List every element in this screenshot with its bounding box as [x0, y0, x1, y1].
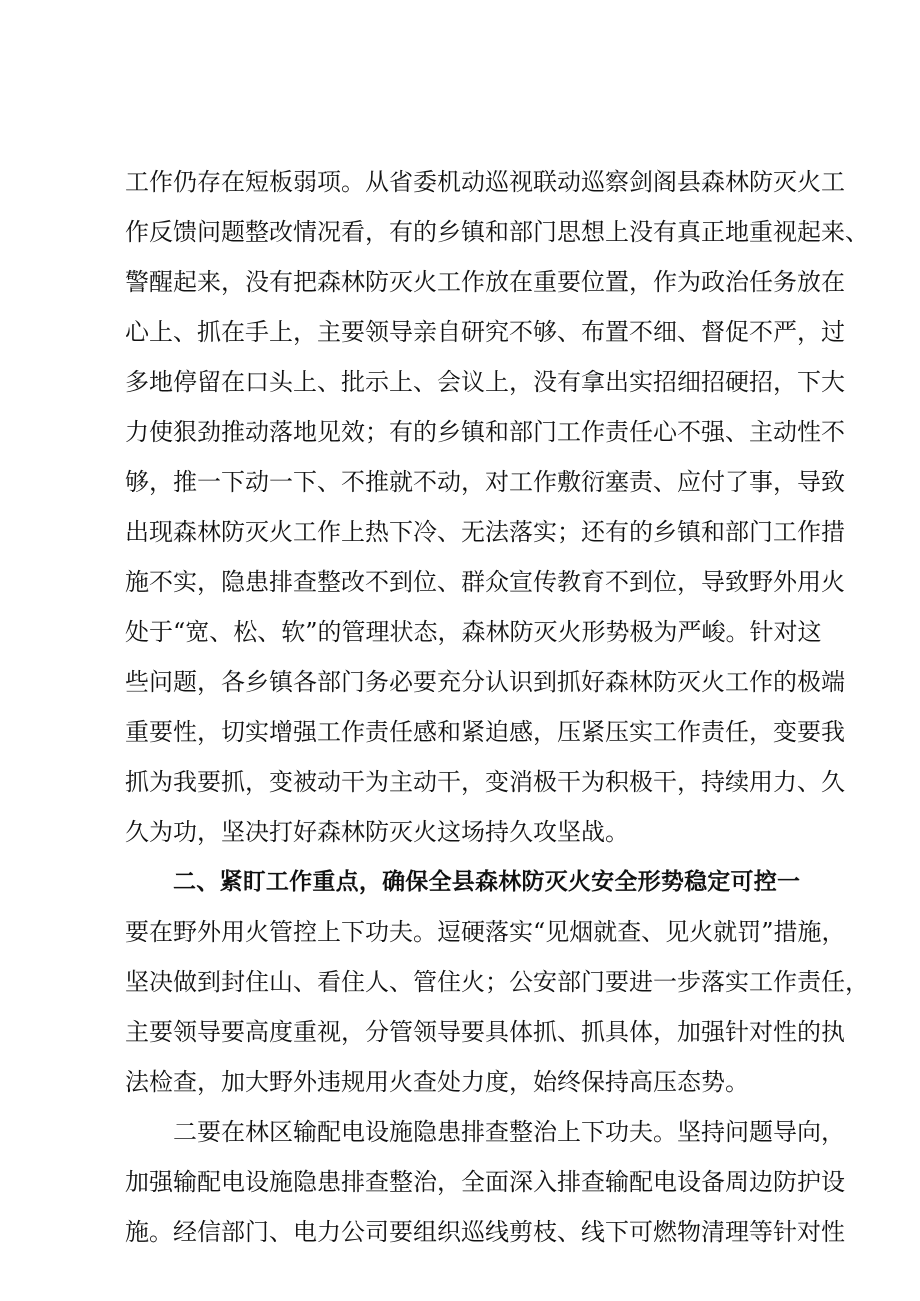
body-text-line: 法检查，加大野外违规用火查处力度，始终保持高压态势。 [125, 1068, 749, 1096]
body-text-line: 些问题，各乡镇各部门务必要充分认识到抓好森林防灭火工作的极端 [125, 668, 845, 696]
body-text-line: 工作仍存在短板弱项。从省委机动巡视联动巡察剑阁县森林防灭火工 [125, 168, 845, 196]
body-text-line: 主要领导要高度重视，分管领导要具体抓、抓具体，加强针对性的执 [125, 1018, 845, 1046]
body-text-line: 够，推一下动一下、不推就不动，对工作敷衍塞责、应付了事，导致 [125, 468, 845, 496]
body-text-line: 作反馈问题整改情况看，有的乡镇和部门思想上没有真正地重视起来、 [125, 218, 869, 246]
body-text-line: 警醒起来，没有把森林防灭火工作放在重要位置，作为政治任务放在 [125, 268, 845, 296]
body-text-line: 力使狠劲推动落地见效；有的乡镇和部门工作责任心不强、主动性不 [125, 418, 845, 446]
body-text-line: 二要在林区输配电设施隐患排查整治上下功夫。坚持问题导向， [173, 1118, 845, 1146]
body-text-line: 处于“宽、松、软”的管理状态，森林防灭火形势极为严峻。针对这 [125, 618, 822, 646]
body-text-line: 要在野外用火管控上下功夫。逗硬落实“见烟就查、见火就罚”措施， [125, 918, 846, 946]
body-text-line: 坚决做到封住山、看住人、管住火；公安部门要进一步落实工作责任， [125, 968, 869, 996]
body-text-line: 施。经信部门、电力公司要组织巡线剪枝、线下可燃物清理等针对性 [125, 1218, 845, 1246]
body-text-line: 心上、抓在手上，主要领导亲自研究不够、布置不细、督促不严，过 [125, 318, 845, 346]
body-text-line: 抓为我要抓，变被动干为主动干，变消极干为积极干，持续用力、久 [125, 768, 845, 796]
body-text-line: 出现森林防灭火工作上热下冷、无法落实；还有的乡镇和部门工作措 [125, 518, 845, 546]
body-text-line: 多地停留在口头上、批示上、会议上，没有拿出实招细招硬招，下大 [125, 368, 845, 396]
body-text-line: 重要性，切实增强工作责任感和紧迫感，压紧压实工作责任，变要我 [125, 718, 845, 746]
body-text-line: 施不实，隐患排查整改不到位、群众宣传教育不到位，导致野外用火 [125, 568, 845, 596]
body-text-line: 加强输配电设施隐患排查整治，全面深入排查输配电设备周边防护设 [125, 1168, 845, 1196]
body-text-line: 久为功，坚决打好森林防灭火这场持久攻坚战。 [125, 818, 629, 846]
section-heading: 二、紧盯工作重点，确保全县森林防灭火安全形势稳定可控一 [173, 869, 800, 895]
